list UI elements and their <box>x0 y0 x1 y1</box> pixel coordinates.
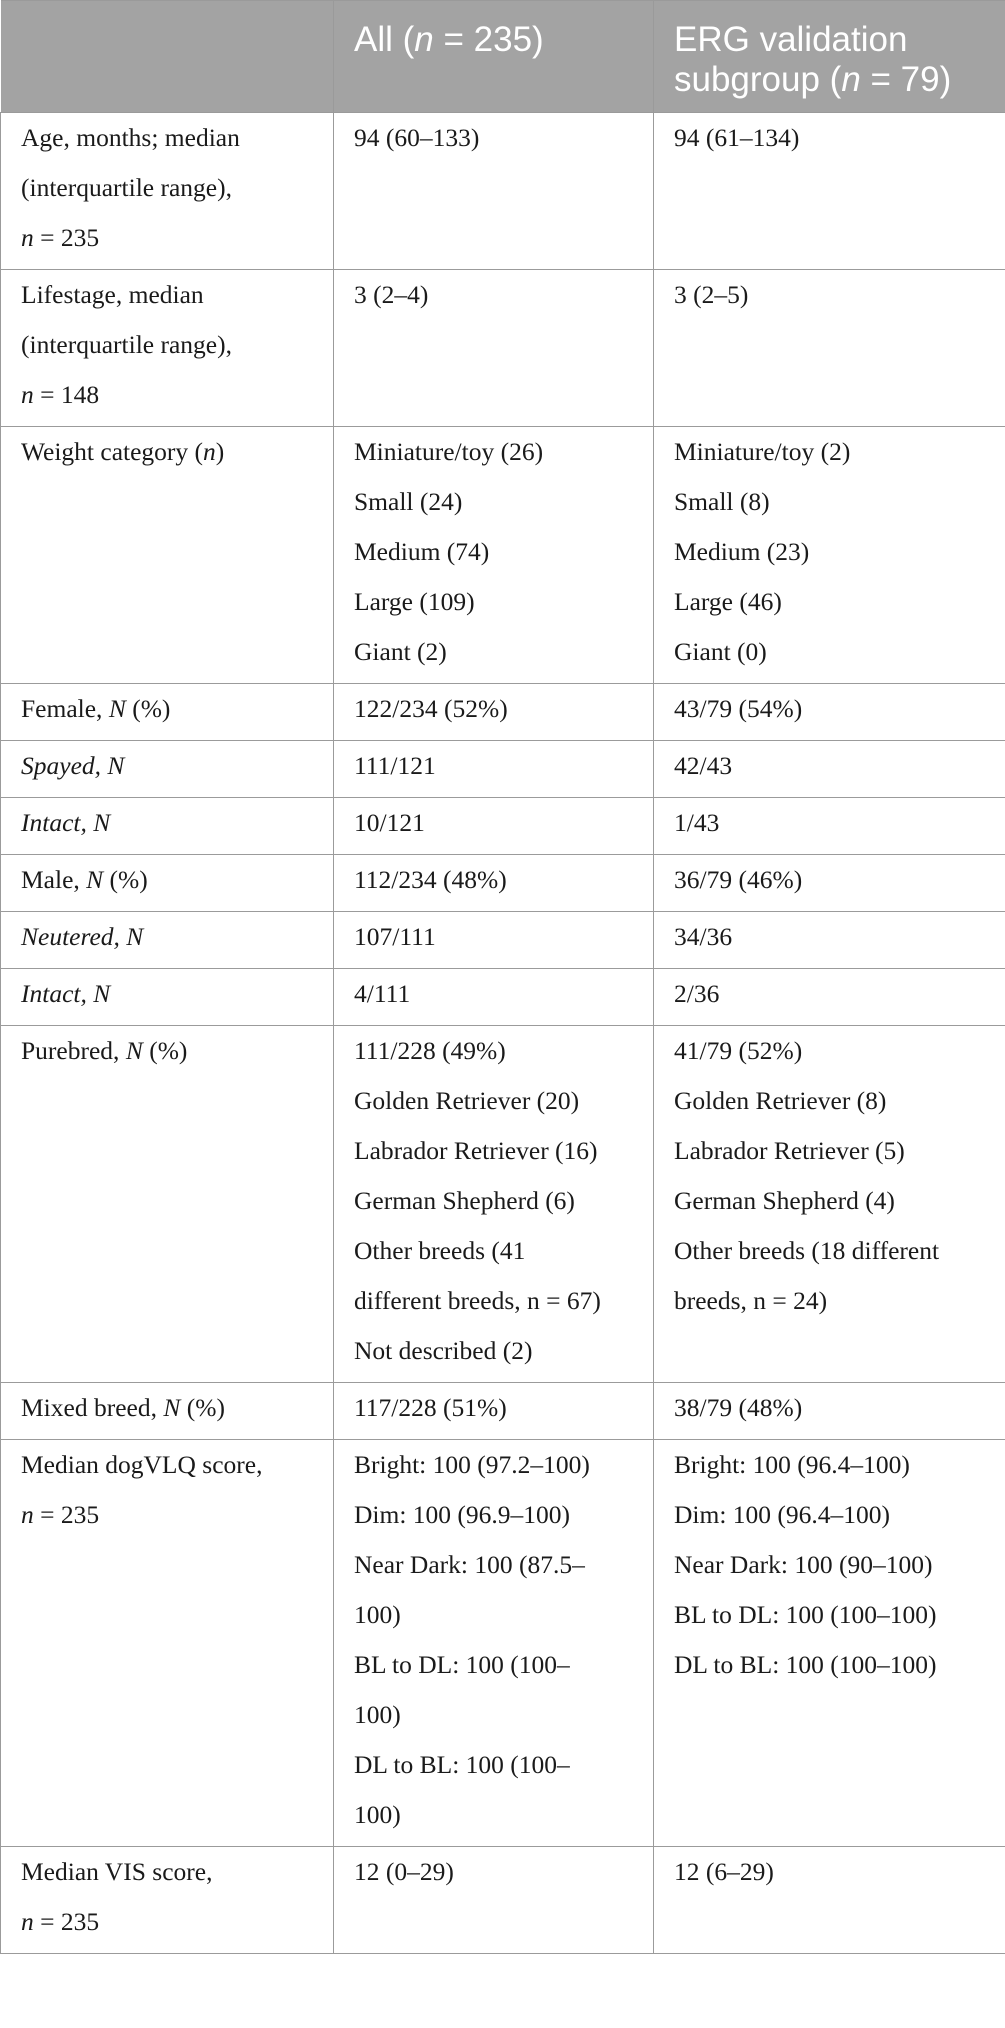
row-label <box>1 684 334 741</box>
cell-value-line: 12 (0–29) <box>354 1857 454 1886</box>
cell-value-line: 36/79 (46%) <box>674 865 803 894</box>
cell-value-line: Other breeds (41 <box>354 1236 526 1265</box>
cell-erg <box>654 427 1005 684</box>
row-label-n-value: = 235 <box>33 1500 100 1529</box>
table-row <box>1 1026 1005 1383</box>
row-label-text: Spayed, N <box>21 751 125 780</box>
row-label <box>1 969 334 1026</box>
row-label <box>1 1383 334 1440</box>
cell-all <box>334 1847 654 1954</box>
row-label-text: Male, <box>21 865 87 894</box>
row-label-n-value: = 235 <box>33 223 100 252</box>
row-label <box>1 912 334 969</box>
cell-all <box>334 855 654 912</box>
table-row <box>1 684 1005 741</box>
row-label-n: n <box>21 1907 34 1936</box>
row-label-suffix: ) <box>215 437 225 466</box>
cell-value-line: Labrador Retriever (16) <box>354 1136 598 1165</box>
cell-value-line: 107/111 <box>354 922 436 951</box>
header-erg-subgroup: ERG validation subgroup (n = 79) <box>654 1 1005 113</box>
row-label-n: n <box>21 380 34 409</box>
cell-value-line: 3 (2–4) <box>354 280 429 309</box>
cell-value-line: Other breeds (18 different <box>674 1236 940 1265</box>
cell-value-line: 94 (61–134) <box>674 123 800 152</box>
row-label-suffix: (%) <box>180 1393 225 1422</box>
cell-value-line: Miniature/toy (26) <box>354 437 544 466</box>
cell-erg <box>654 969 1005 1026</box>
cell-erg <box>654 270 1005 427</box>
table-row <box>1 270 1005 427</box>
cell-value-line: DL to BL: 100 (100– <box>354 1750 570 1779</box>
cell-value-line: 10/121 <box>354 808 425 837</box>
cell-value-line: Large (46) <box>674 587 782 616</box>
row-label-n: n <box>21 223 34 252</box>
header-all: All (n = 235) <box>334 1 654 113</box>
cell-value-line: 34/36 <box>674 922 733 951</box>
row-label-text: Female, <box>21 694 109 723</box>
row-label-line: (interquartile range), <box>21 173 232 202</box>
cell-value-line: 41/79 (52%) <box>674 1036 803 1065</box>
cell-value-line: Miniature/toy (2) <box>674 437 851 466</box>
cell-value-line: 122/234 (52%) <box>354 694 508 723</box>
row-label <box>1 1026 334 1383</box>
cell-erg <box>654 855 1005 912</box>
row-label-line: Age, months; median <box>21 123 240 152</box>
cell-value-line: Golden Retriever (8) <box>674 1086 887 1115</box>
row-label-suffix: (%) <box>142 1036 188 1065</box>
row-label-n: n <box>21 1500 34 1529</box>
row-label-line: Median VIS score, <box>21 1857 213 1886</box>
row-label <box>1 113 334 270</box>
cell-value-line: Bright: 100 (97.2–100) <box>354 1450 590 1479</box>
table-row <box>1 855 1005 912</box>
cell-value-line: DL to BL: 100 (100–100) <box>674 1650 937 1679</box>
row-label-n-value: = 148 <box>33 380 100 409</box>
row-label <box>1 270 334 427</box>
cell-value-line: 100) <box>354 1700 401 1729</box>
table-row <box>1 912 1005 969</box>
cell-value-line: 43/79 (54%) <box>674 694 803 723</box>
cell-value-line: Small (8) <box>674 487 770 516</box>
row-label <box>1 741 334 798</box>
row-label-suffix: (%) <box>125 694 171 723</box>
cell-value-line: breeds, n = 24) <box>674 1286 828 1315</box>
row-label-suffix: (%) <box>103 865 148 894</box>
table-row <box>1 427 1005 684</box>
cell-erg <box>654 1847 1005 1954</box>
cell-all <box>334 427 654 684</box>
cell-value-line: Small (24) <box>354 487 463 516</box>
cell-value-line: 94 (60–133) <box>354 123 480 152</box>
table-row <box>1 113 1005 270</box>
cell-value-line: 111/121 <box>354 751 436 780</box>
cell-all <box>334 113 654 270</box>
table-row <box>1 1383 1005 1440</box>
cell-erg <box>654 741 1005 798</box>
cell-value-line: 2/36 <box>674 979 720 1008</box>
cell-value-line: Medium (23) <box>674 537 810 566</box>
row-label <box>1 798 334 855</box>
cell-value-line: 100) <box>354 1600 401 1629</box>
row-label-n: N <box>125 1036 143 1065</box>
cell-value-line: Near Dark: 100 (90–100) <box>674 1550 933 1579</box>
row-label-line: (interquartile range), <box>21 330 232 359</box>
row-label-text: Intact, N <box>21 808 111 837</box>
cell-all <box>334 969 654 1026</box>
row-label-line: Median dogVLQ score, <box>21 1450 263 1479</box>
cell-erg <box>654 912 1005 969</box>
cell-all <box>334 270 654 427</box>
header-row <box>1 1 1005 113</box>
cell-value-line: 111/228 (49%) <box>354 1036 506 1065</box>
cell-value-line: Giant (0) <box>674 637 767 666</box>
cell-value-line: Giant (2) <box>354 637 447 666</box>
cell-all <box>334 912 654 969</box>
cell-erg <box>654 1440 1005 1847</box>
cell-value-line: 38/79 (48%) <box>674 1393 803 1422</box>
table-row <box>1 1847 1005 1954</box>
row-label-text: Intact, N <box>21 979 111 1008</box>
cell-value-line: 3 (2–5) <box>674 280 749 309</box>
row-label-n: N <box>108 694 126 723</box>
row-label-line: Lifestage, median <box>21 280 204 309</box>
cell-value-line: Near Dark: 100 (87.5– <box>354 1550 585 1579</box>
cell-value-line: Medium (74) <box>354 537 490 566</box>
row-label <box>1 1440 334 1847</box>
cell-value-line: Golden Retriever (20) <box>354 1086 580 1115</box>
cell-erg <box>654 1026 1005 1383</box>
cell-value-line: BL to DL: 100 (100– <box>354 1650 570 1679</box>
cell-value-line: 42/43 <box>674 751 733 780</box>
row-label-n-value: = 235 <box>33 1907 100 1936</box>
cell-value-line: BL to DL: 100 (100–100) <box>674 1600 937 1629</box>
row-label-text: Weight category ( <box>21 437 204 466</box>
cell-value-line: 12 (6–29) <box>674 1857 774 1886</box>
cell-all <box>334 1026 654 1383</box>
cell-value-line: 100) <box>354 1800 401 1829</box>
cell-value-line: 117/228 (51%) <box>354 1393 507 1422</box>
row-label-n: n <box>203 437 216 466</box>
row-label-text: Purebred, <box>21 1036 126 1065</box>
cell-all <box>334 684 654 741</box>
row-label <box>1 427 334 684</box>
cell-value-line: Labrador Retriever (5) <box>674 1136 905 1165</box>
cell-erg <box>654 1383 1005 1440</box>
cell-value-line: 112/234 (48%) <box>354 865 507 894</box>
header-empty-cell <box>1 1 334 113</box>
cell-all <box>334 798 654 855</box>
row-label <box>1 855 334 912</box>
row-label-n: N <box>86 865 104 894</box>
cell-value-line: Bright: 100 (96.4–100) <box>674 1450 910 1479</box>
cell-value-line: different breeds, n = 67) <box>354 1286 601 1315</box>
row-label <box>1 1847 334 1954</box>
table-row <box>1 1440 1005 1847</box>
cell-value-line: Dim: 100 (96.9–100) <box>354 1500 571 1529</box>
cell-erg <box>654 798 1005 855</box>
cell-value-line: Not described (2) <box>354 1336 533 1365</box>
cell-value-line: Dim: 100 (96.4–100) <box>674 1500 891 1529</box>
cell-value-line: German Shepherd (6) <box>354 1186 575 1215</box>
cell-value-line: 4/111 <box>354 979 411 1008</box>
cell-all <box>334 1383 654 1440</box>
cell-value-line: 1/43 <box>674 808 720 837</box>
cell-erg <box>654 113 1005 270</box>
table-row <box>1 969 1005 1026</box>
row-label-text: Mixed breed, <box>21 1393 164 1422</box>
table-row <box>1 798 1005 855</box>
row-label-text: Neutered, N <box>21 922 144 951</box>
cell-value-line: German Shepherd (4) <box>674 1186 895 1215</box>
cell-all <box>334 741 654 798</box>
row-label-n: N <box>163 1393 181 1422</box>
cell-all <box>334 1440 654 1847</box>
cell-erg <box>654 684 1005 741</box>
table-row <box>1 741 1005 798</box>
cell-value-line: Large (109) <box>354 587 475 616</box>
